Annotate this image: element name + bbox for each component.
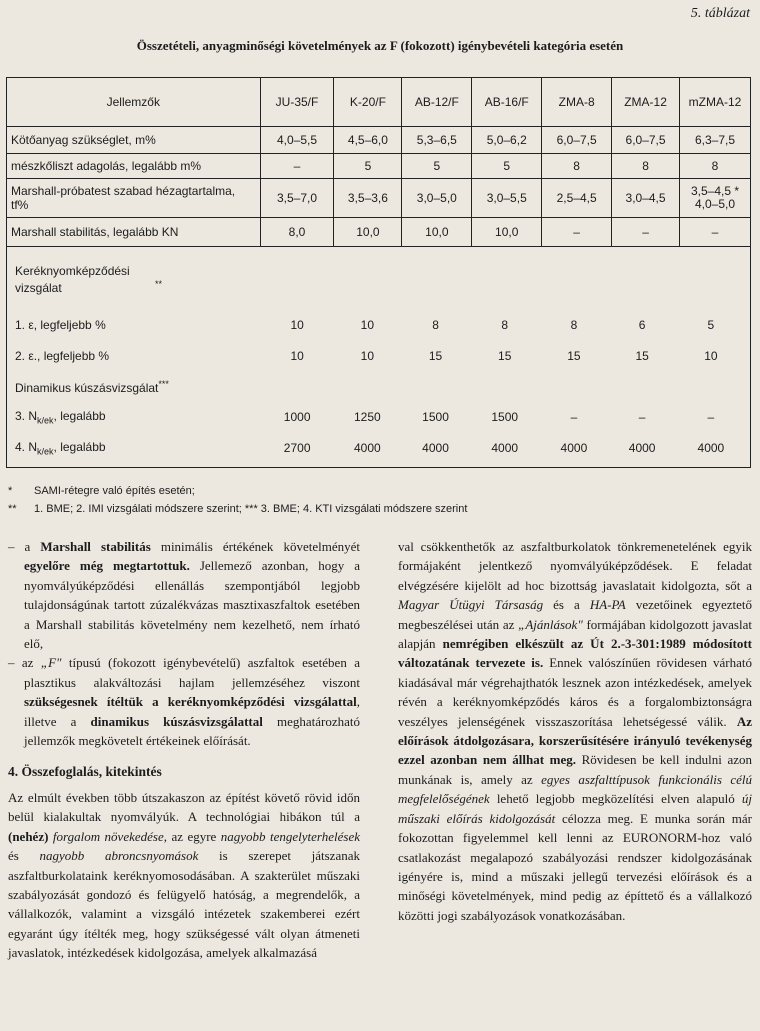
text-run-italic: HA-PA [589,597,626,613]
cell: 5 [402,154,472,179]
text-run: minimális értékének követelményét [150,539,360,554]
cell: 8 [612,154,680,179]
text-run: meghatározható jellemzők megkövetelt értékeinek előírását. [24,713,361,749]
cell: 6,3–7,5 [680,127,751,154]
text-run-italic: egyes aszfalttípusok funkcionális célú megfelelőségének [398,771,752,807]
cell: 10 [704,349,718,363]
cell: 10 [360,318,374,332]
text-run: is szerepet játszanak aszfaltburkolataink keréknyomosodásában. A szakterület műszaki szabályozását gondozó és felügyelő hatóság, a megrendelők, a vállalkozók, valamint a vizsgáló intézetek szakemberei ezért egyaránt úgy ítélték meg, hogy szükségessé vált olyan átmeneti javaslatok, intézkedések kidolgozása, amelyek alkalmazásá [8,848,360,961]
cell: 8 [542,154,612,179]
cell: – [542,218,612,247]
cell: 8 [432,318,439,332]
table-row [7,127,751,154]
cell: 10 [360,349,374,363]
row-label: 1. ε, legfeljebb % [15,318,106,332]
cell: 5 [334,154,402,179]
footnote-mark: * [8,485,13,497]
text-run: formájában kidolgozott javaslat alapján [398,616,752,652]
text-run: , illetve a [24,694,360,729]
cell: 10,0 [402,218,472,247]
cell: 6,0–7,5 [542,127,612,154]
table-title: Összetételi, anyagminőségi követelmények az F (fokozott) igénybevételi kategória esetén [136,38,624,53]
creep-heading-mark: *** [158,378,169,389]
row-label: mészkőliszt adagolás, legalább m% [7,154,261,179]
footnote-mark: ** [8,503,17,515]
row-label-post: , legalább [53,408,106,423]
text-run: vezetőinek egyeztető megbeszélései után az [398,597,752,632]
table-row [7,218,751,247]
cell: 1500 [491,410,519,424]
rutting-subtable [11,251,746,464]
cell: 1500 [422,410,449,424]
cell: 8 [570,318,578,332]
text-run: típusú (fokozott igénybevételű) aszfaltok esetében a plasztikus alakváltozási hajlam jellemzéséhez viszont [24,655,360,690]
text-run: és a [543,597,590,613]
text-run-italic: forgalom növekedése [48,828,164,844]
table-row [7,154,751,179]
table-row-rutting-group [7,247,751,468]
text-run: , az egyre [163,828,221,844]
cell: 1000 [283,410,311,424]
cell: 2,5–4,5 [542,179,612,218]
cell: 3,5–7,0 [260,179,334,218]
text-run-italic: új műszaki előírás kidolgozását [398,791,752,826]
bullet-paragraph [8,537,360,653]
text-run-italic: nagyobb abroncsnyomások [39,848,199,864]
cell: 2700 [283,441,311,455]
text-run: Ennek valószínűen rövidesen várható kiadásával már végrehajthatók lesznek azon intézkedések, amelyek révén a keréknyomképződés káros és a forgalombiztonságra veszélyes jelenségének visszaszorítása lehetségessé válik. [398,655,753,729]
text-run: célozza meg. E munka során már fokozottan figyelemmel kell lenni az EURONORM-hoz való csatlakozást megalapozó szabályozási rendszer kidolgozásának igényére is, mind a műszaki jellegű tervezési előírások és a minőségi követelmények, mind pedig az építtető és a vállalkozó közötti jogi szabályozások vonatkozásában. [398,810,752,923]
table-header-row [7,78,751,127]
row-label [11,402,261,433]
footnote-text: 1. BME; 2. IMI vizsgálati módszere szerint; *** 3. BME; 4. KTI vizsgálati módszere szerint [34,503,468,515]
cell: 5 [472,154,542,179]
cell: 4000 [560,441,588,455]
text-run-italic: „F" [40,655,62,671]
footnote-text: SAMI-rétegre való építés esetén; [34,485,195,497]
col-header: JU-35/F [260,78,334,127]
cell: 10 [290,318,304,332]
text-run-bold: Az előírások átdolgozásara, korszerűsítésére irányuló tevékenység ezzel azonban nem állhat meg. [398,713,752,768]
table-row [11,341,746,372]
right-column [398,537,752,925]
text-run-italic: nagyobb tengelyterhelések [220,828,361,844]
cell: – [707,410,715,424]
text-run-bold: szükségesnek ítéltük a keréknyomképződési vizsgálattal [24,694,357,710]
cell: 5,0–6,2 [472,127,542,154]
cell: 4000 [628,441,656,455]
cell: 15 [567,349,581,363]
cell: 4000 [491,441,519,455]
text-run: val csökkenthetők az aszfaltburkolatok tönkremenetelének egyik formájaként jelentkező nyomvályúképződések. E feladat elvégzésére kijelölt ad hoc bizottság javaslatait kidolgozta, sőt a [398,539,752,593]
rutting-heading-text: Keréknyomképződési vizsgálat [15,263,130,295]
cell: 15 [635,349,649,363]
cell: 3,5–3,6 [334,179,402,218]
text-run: és [8,848,40,864]
rutting-group-cell [7,247,751,468]
cell: 15 [428,349,443,363]
table-row [11,433,746,464]
footnotes [8,482,467,518]
rutting-heading-mark: ** [155,278,163,289]
text-run: – az [8,655,41,671]
row-label-pre: 4. N [15,439,38,454]
text-run-bold: dinamikus kúszásvizsgálattal [90,713,263,729]
cell: – [638,410,646,424]
cell: 15 [498,349,512,363]
cell: 6 [638,318,646,332]
cell: 5,3–6,5 [402,127,472,154]
left-column [8,537,360,963]
cell: – [680,218,751,247]
cell: 4,5–6,0 [334,127,402,154]
text-run: lehető legjobb megközelítési elven alapuló [489,791,742,807]
cell: – [570,410,578,424]
bullet-paragraph [8,653,360,750]
row-label-post: , legalább [53,439,106,454]
text-run-bold: Marshall stabilitás [40,539,151,554]
cell: 4000 [697,441,725,455]
creep-heading [11,372,746,402]
text-run: Az elmúlt években több útszakaszon az építést követő rövid időn belül kialakultak nyomvályúk. A technológiai hibákon túl a [8,789,360,825]
cell: 3,5–4,5 * 4,0–5,0 [680,179,751,218]
col-header: mZMA-12 [680,78,751,127]
text-run-italic: Magyar Útügyi Társaság [398,597,544,613]
row-label-sub: k/ek [37,415,54,426]
row-label-pre: 3. N [15,408,38,423]
cell: 3,0–5,5 [472,179,542,218]
cell: 4,0–5,5 [260,127,334,154]
text-run: – a [8,539,41,554]
cell: 10,0 [472,218,542,247]
cell: 3,0–4,5 [612,179,680,218]
text-run-bold: (nehéz) [8,828,49,844]
cell: – [260,154,334,179]
table-row [11,310,746,341]
text-run-bold: egyelőre még megtartottuk. [24,558,190,574]
cell: 4000 [353,441,381,455]
text-run: Jellemező azonban, hogy a nyomvályúképződési ellenállás szempontjából legjobb tulajdonságúnak tartott zúzalékvázas masztixaszfaltok esetében a Marshall stabilitás követelmény nem kezelhető, nem írható elő, [24,558,361,652]
table-row [11,402,746,433]
row-label: Marshall stabilitás, legalább KN [7,218,261,247]
col-header: K-20/F [334,78,402,127]
cell: 5 [707,318,715,332]
creep-heading-text: Dinamikus kúszásvizsgálat [15,380,159,395]
footnote [8,482,467,500]
cell: 8 [501,318,509,332]
row-label [11,433,261,464]
creep-heading-row [11,372,746,402]
rutting-heading-row [11,251,746,310]
table-row [7,179,751,218]
col-header: AB-12/F [402,78,472,127]
text-run-bold: nemrégiben elkészült az Út 2.-3-301:1989 módosított változatának tervezete is. [398,636,752,671]
row-label: Marshall-próbatest szabad hézagtartalma, tf% [7,179,261,218]
cell: 4000 [422,441,449,455]
header-label: Jellemzők [7,78,261,127]
cell: 3,0–5,0 [402,179,472,218]
section-heading: 4. Összefoglalás, kitekintés [8,764,162,780]
cell: 10 [290,349,304,363]
row-label: Kötőanyag szükséglet, m% [7,127,261,154]
body-paragraph [398,537,752,925]
cell: 10,0 [334,218,402,247]
col-header: ZMA-12 [612,78,680,127]
body-paragraph [8,788,360,963]
cell: 6,0–7,5 [612,127,680,154]
text-run-italic: „Ajánlások" [518,616,583,632]
cell: 1250 [353,410,381,424]
cell: 8 [680,154,751,179]
rutting-heading [11,251,746,310]
table-number: 5. táblázat [690,6,750,21]
requirements-table [6,77,751,468]
row-label-sub: k/ek [37,446,54,457]
cell: – [612,218,680,247]
text-run: Rövidesen be kell indulni azon munkának is, amely az [398,752,752,787]
row-label: 2. ε., legfeljebb % [15,349,110,363]
col-header: ZMA-8 [542,78,612,127]
col-header: AB-16/F [472,78,542,127]
footnote [8,500,467,518]
cell: 8,0 [260,218,334,247]
